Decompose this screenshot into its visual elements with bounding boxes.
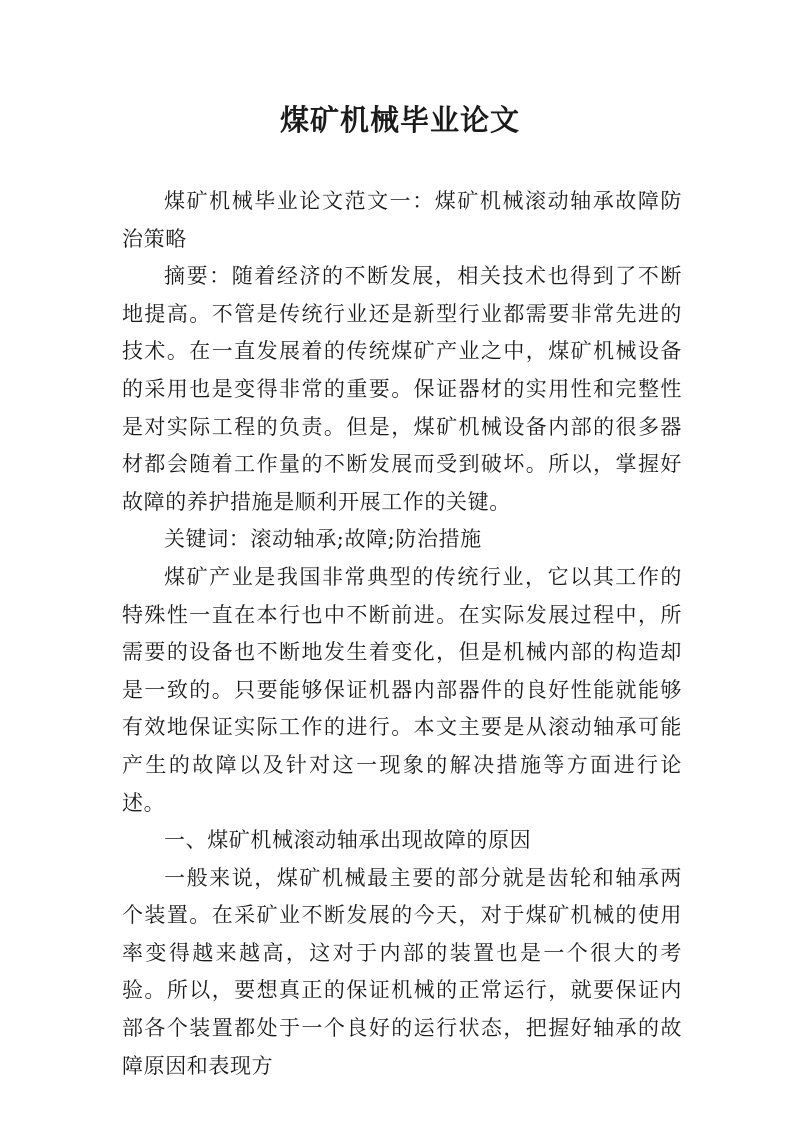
document-title: 煤矿机械毕业论文 <box>279 103 520 137</box>
paragraph-abstract: 摘要：随着经济的不断发展，相关技术也得到了不断地提高。不管是传统行业还是新型行业都需要非常先进的技术。在一直发展着的传统煤矿产业之中，煤矿机械设备的采用也是变得非常的重要。保证器材的实用性和完整性是对实际工程的负责。但是，煤矿机械设备内部的很多器材都会随着工作量的不断发展而受到破坏。所以，掌握好故障的养护措施是顺利开展工作的关键。 <box>122 264 682 514</box>
document-body <box>122 183 682 1085</box>
paragraph-section-1: 一般来说，煤矿机械最主要的部分就是齿轮和轴承两个装置。在采矿业不断发展的今天，对于煤矿机械的使用率变得越来越高，这对于内部的装置也是一个很大的考验。所以，要想真正的保证机械的正常运行，就要保证内部各个装置都处于一个良好的运行状态，把握好轴承的故障原因和表现方 <box>122 865 682 1078</box>
section-heading-1: 一、煤矿机械滚动轴承出现故障的原因 <box>164 828 532 853</box>
paragraph-introduction: 煤矿产业是我国非常典型的传统行业，它以其工作的特殊性一直在本行也中不断前进。在实际发展过程中，所需要的设备也不断地发生着变化，但是机械内部的构造却是一致的。只要能够保证机器内部器件的良好性能就能够有效地保证实际工作的进行。本文主要是从滚动轴承可能产生的故障以及针对这一现象的解决措施等方面进行论述。 <box>122 564 682 815</box>
paragraph-keywords: 关键词：滚动轴承;故障;防治措施 <box>164 527 482 552</box>
paragraph-heading-sample: 煤矿机械毕业论文范文一：煤矿机械滚动轴承故障防治策略 <box>122 189 682 251</box>
